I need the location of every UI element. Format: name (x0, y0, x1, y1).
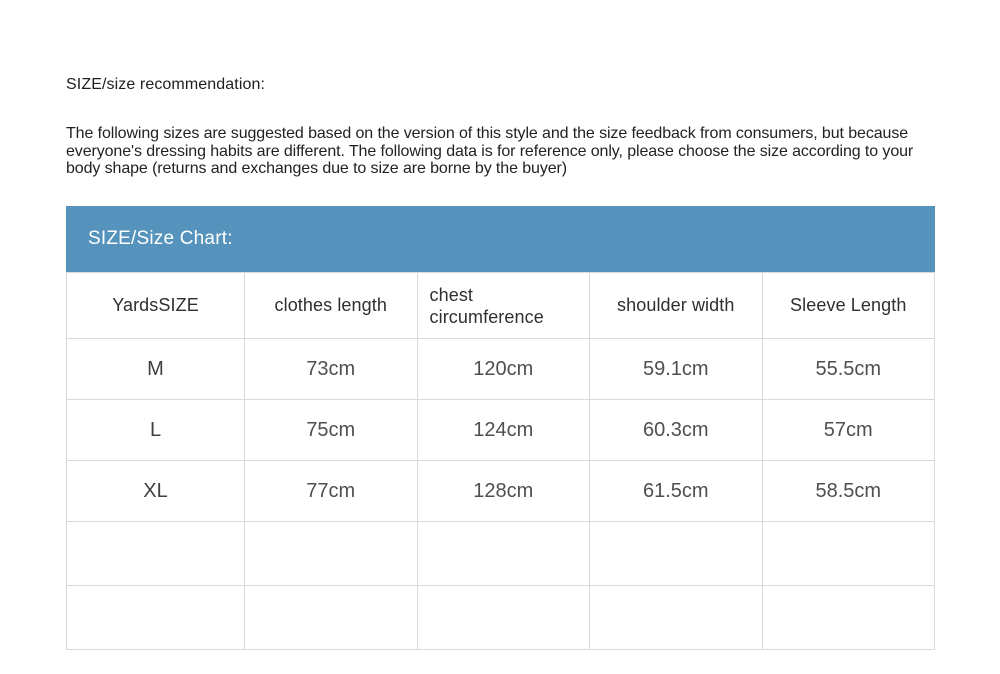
column-header-yards-size: YardsSIZE (67, 273, 245, 339)
cell-empty (67, 586, 245, 650)
column-header-clothes-length: clothes length (245, 273, 418, 339)
cell-empty (245, 522, 418, 586)
cell-empty (590, 586, 763, 650)
cell-clothes-length: 75cm (245, 400, 418, 461)
cell-size: XL (67, 461, 245, 522)
cell-empty (417, 522, 590, 586)
size-table (66, 272, 935, 650)
column-header-sleeve-length: Sleeve Length (762, 273, 935, 339)
cell-sleeve-length: 57cm (762, 400, 935, 461)
size-chart-title-bar: SIZE/Size Chart: (66, 206, 935, 272)
cell-shoulder-width: 61.5cm (590, 461, 763, 522)
table-row-xl (67, 461, 935, 522)
cell-empty (245, 586, 418, 650)
cell-chest-circumference: 120cm (417, 339, 590, 400)
cell-empty (417, 586, 590, 650)
section-heading: SIZE/size recommendation: (66, 76, 266, 93)
table-header-row (67, 273, 935, 339)
cell-empty (67, 522, 245, 586)
cell-sleeve-length: 58.5cm (762, 461, 935, 522)
cell-shoulder-width: 60.3cm (590, 400, 763, 461)
cell-sleeve-length: 55.5cm (762, 339, 935, 400)
cell-size: L (67, 400, 245, 461)
cell-empty (762, 586, 935, 650)
cell-shoulder-width: 59.1cm (590, 339, 763, 400)
table-row-m (67, 339, 935, 400)
cell-size: M (67, 339, 245, 400)
column-header-shoulder-width: shoulder width (590, 273, 763, 339)
size-note-paragraph: The following sizes are suggested based on the version of this style and the size feedback from consumers, but because everyone's dressing habits are different. The following data is for reference only, please choose the size according to your body shape (returns and exchanges due to size are borne by the buyer) (66, 125, 914, 177)
cell-empty (590, 522, 763, 586)
cell-chest-circumference: 128cm (417, 461, 590, 522)
cell-empty (762, 522, 935, 586)
cell-clothes-length: 77cm (245, 461, 418, 522)
size-chart-section (66, 206, 935, 650)
cell-clothes-length: 73cm (245, 339, 418, 400)
table-row-empty (67, 586, 935, 650)
table-row-empty (67, 522, 935, 586)
table-row-l (67, 400, 935, 461)
cell-chest-circumference: 124cm (417, 400, 590, 461)
column-header-chest-circumference: chest circumference (417, 273, 590, 339)
